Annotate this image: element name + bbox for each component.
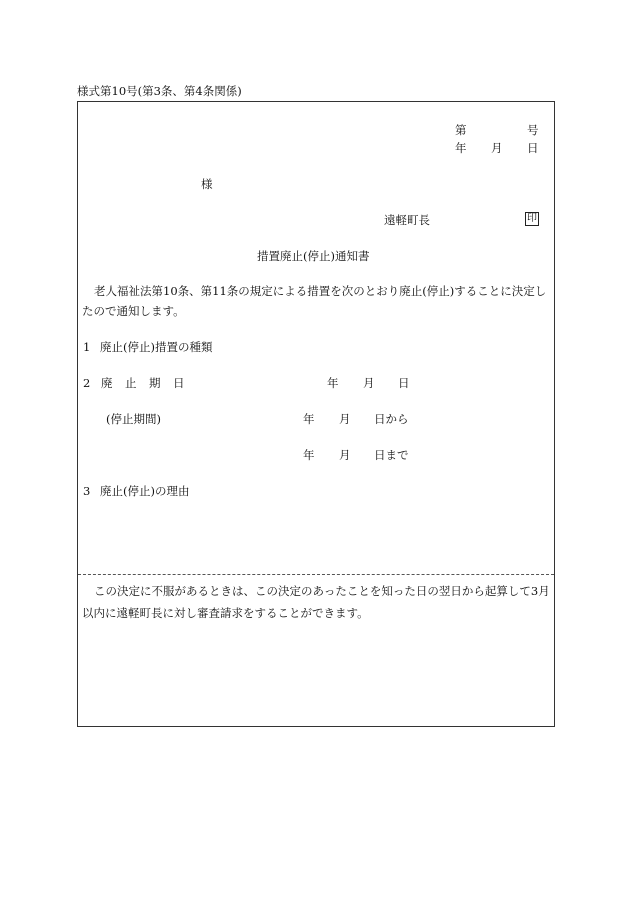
date-year: 年: [455, 141, 467, 155]
item2-date-day: 日: [398, 376, 410, 390]
item3-number: 3: [83, 484, 91, 498]
form-number-label: 様式第10号(第3条、第4条関係): [77, 84, 242, 98]
item2-date-month: 月: [363, 376, 375, 390]
body-paragraph: 老人福祉法第10条、第11条の規定による措置を次のとおり廃止(停止)することに決定したので通知します。: [82, 284, 547, 318]
number-prefix: 第: [455, 123, 467, 137]
issuer-title: 遠軽町長: [384, 213, 430, 227]
date-day: 日: [527, 141, 539, 155]
item2-date-year: 年: [327, 376, 339, 390]
number-suffix: 号: [527, 123, 539, 137]
item2-label-char: 廃: [101, 376, 113, 390]
addressee-honorific: 様: [201, 177, 213, 191]
item2-label-char: 期: [149, 376, 161, 390]
suspension-to-day: 日まで: [374, 448, 409, 462]
suspension-from-year: 年: [303, 412, 315, 426]
item1-label: 廃止(停止)措置の種類: [100, 340, 213, 354]
document-title: 措置廃止(停止)通知書: [257, 249, 370, 263]
suspension-to-month: 月: [339, 448, 351, 462]
item2-label-char: 止: [125, 376, 137, 390]
seal-stamp: 印: [527, 213, 537, 224]
item2-label-char: 日: [173, 376, 185, 390]
suspension-from-month: 月: [339, 412, 351, 426]
dashed-divider: [78, 574, 554, 575]
suspension-from-day: 日から: [374, 412, 409, 426]
date-month: 月: [491, 141, 503, 155]
item1-number: 1: [83, 340, 91, 354]
suspension-period-label: (停止期間): [106, 412, 161, 426]
suspension-to-year: 年: [303, 448, 315, 462]
item3-label: 廃止(停止)の理由: [100, 484, 190, 498]
item2-number: 2: [83, 376, 91, 390]
appeal-notice: この決定に不服があるときは、この決定のあったことを知った日の翌日から起算して3月以内に遠軽町長に対し審査請求をすることができます。: [82, 584, 550, 620]
